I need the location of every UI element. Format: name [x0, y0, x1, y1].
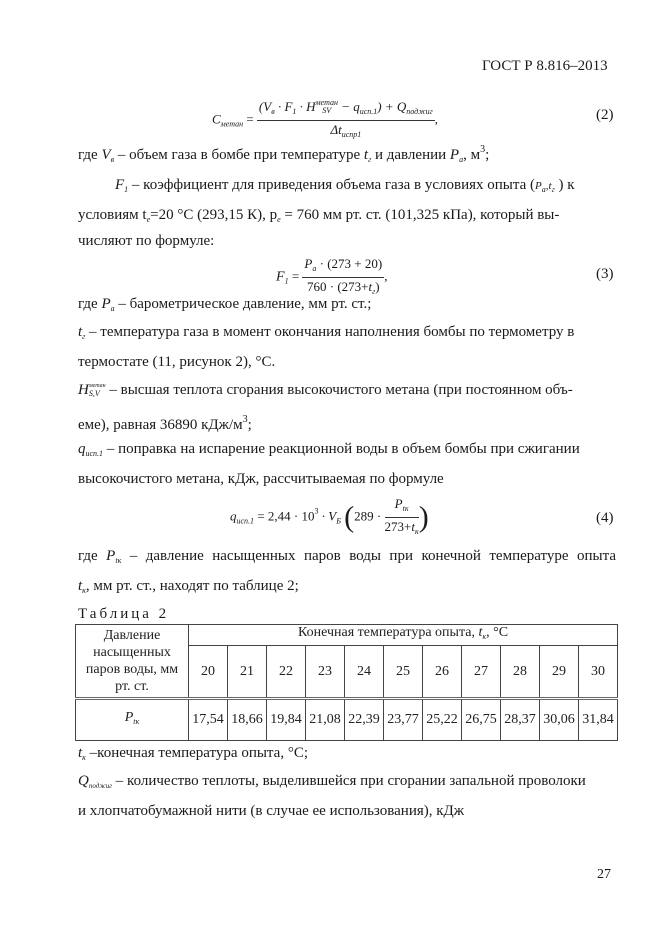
page-number: 27 [597, 867, 611, 882]
document-standard-header: ГОСТ Р 8.816–2013 [482, 58, 608, 74]
table-value-cell: 31,84 [579, 699, 618, 741]
eq2-lhs-sub: метан [220, 119, 244, 129]
text-line-ptk-definition: где $P_{tк}$ – давление насыщенных паров воды при конечной температуре опыта [78, 548, 617, 565]
table-group-header: Конечная температура опыта, $t_к$, °С [189, 625, 618, 646]
eq2-numerator: ($V_в \cdot F_1 \cdot H$ метан SV − $q_{исп.1}) + Q_{поджиг}$ [257, 99, 435, 121]
table-temperature-cell: 26 [423, 646, 462, 699]
table-temperature-cell: 24 [345, 646, 384, 699]
table-2-saturated-vapor-pressure [75, 624, 618, 741]
text-line-volume-definition: где $V_в$ – объем газа в бомбе при температуре $t_г$ и давлении $P_а$, $м^3$; [78, 144, 490, 164]
text-line-thermostat: термостате (11, рисунок 2), °С. [78, 354, 276, 370]
text-line-tk-table-ref: $t_к$, мм рт. ст., находят по таблице 2; [78, 578, 299, 595]
text-line-q-correction-definition: $q_{исп.1}$ – поправка на испарение реакционной воды в объем бомбы при сжигании [78, 441, 580, 458]
table-temperature-cell: 28 [501, 646, 540, 699]
text-line-f1-definition: $F_1$ – коэффициент для приведения объема газа в условиях опыта ($P_а,t_г$ ) к [115, 177, 575, 194]
table-temperature-cell: 20 [189, 646, 228, 699]
table-value-cell: 18,66 [228, 699, 267, 741]
table-value-cell: 26,75 [462, 699, 501, 741]
table-value-cell: 17,54 [189, 699, 228, 741]
table-value-cell: 22,39 [345, 699, 384, 741]
text-line-q-ignition-definition: $Q_{поджиг}$ – количество теплоты, выделившейся при сгорании запальной проволоки [78, 773, 586, 790]
equation-2: $C_{метан}$ = ($V_в \cdot F_1 \cdot H$ метан SV − $q_{исп.1}) + Q_{поджиг}$ $\Delta t_{испр1}$ , [212, 99, 438, 142]
table-2-caption: Таблица 2 [78, 606, 170, 622]
table-value-cell: 23,77 [384, 699, 423, 741]
equation-3: $F_1$ = $\frac{P_а \cdot (273 + 20)}{760 \cdot (273+t_г)}$ , [276, 256, 387, 299]
text-line-cotton-thread: и хлопчатобумажной нити (в случае ее использования), кДж [78, 803, 465, 819]
table-temperature-cell: 25 [384, 646, 423, 699]
text-line-formula-intro: числяют по формуле: [78, 233, 215, 249]
table-value-cell: 21,08 [306, 699, 345, 741]
table-value-cell: 19,84 [267, 699, 306, 741]
text-line-tg-definition: $t_г$ – температура газа в момент окончания наполнения бомбы по термометру в [78, 324, 575, 341]
eq3-fraction: $\frac{P_а \cdot (273 + 20)}{760 \cdot (273+t_г)}$ [304, 256, 383, 296]
text-line-heat-value: еме), равная 36890 кДж/$м^3$; [78, 414, 252, 433]
text-line-conditions: условиям $t_e=20$ °C (293,15 К), $p_e = 760$ мм рт. ст. (101,325 кПа), который вы- [78, 207, 560, 224]
table-temperature-cell: 21 [228, 646, 267, 699]
table-value-cell: 25,22 [423, 699, 462, 741]
eq2-lhs: C [212, 111, 221, 127]
text-line-heat-value-definition: H метан S,V – высшая теплота сгорания высокочистого метана (при постоянном объ- [78, 382, 573, 398]
table-temperature-cell: 22 [267, 646, 306, 699]
eq2-fraction [257, 99, 435, 142]
table-temperature-cell: 27 [462, 646, 501, 699]
table-temperature-cell: 30 [579, 646, 618, 699]
equation-3-number: (3) [596, 266, 614, 282]
table-temperature-cell: 29 [540, 646, 579, 699]
table-row-label: $P_{tк}$ [76, 699, 189, 741]
eq4-fraction: $\frac{P_{tк}}{273+t_к}$ [384, 496, 419, 536]
text-line-q-correction-formula-intro: высокочистого метана, кДж, рассчитываемая по формуле [78, 471, 444, 487]
text-line-pa-definition: где $P_а$ – барометрическое давление, мм рт. ст.; [78, 296, 372, 313]
equation-4-number: (4) [596, 510, 614, 526]
equation-4: $q_{исп.1} = 2,44 \cdot 10^3 \cdot V_Б$ (289 · $\frac{P_{tк}}{273+t_к}$ ) [230, 496, 429, 539]
table-temperature-cell: 23 [306, 646, 345, 699]
table-value-cell: 28,37 [501, 699, 540, 741]
equation-2-number: (2) [596, 107, 614, 123]
table-value-cell: 30,06 [540, 699, 579, 741]
eq2-denominator: $\Delta t_{испр1}$ [330, 122, 362, 139]
table-row-header: Давление насыщенных паров воды, мм рт. ст. [76, 625, 189, 699]
text-line-tk-definition: $t_к$ –конечная температура опыта, °С; [78, 745, 308, 762]
